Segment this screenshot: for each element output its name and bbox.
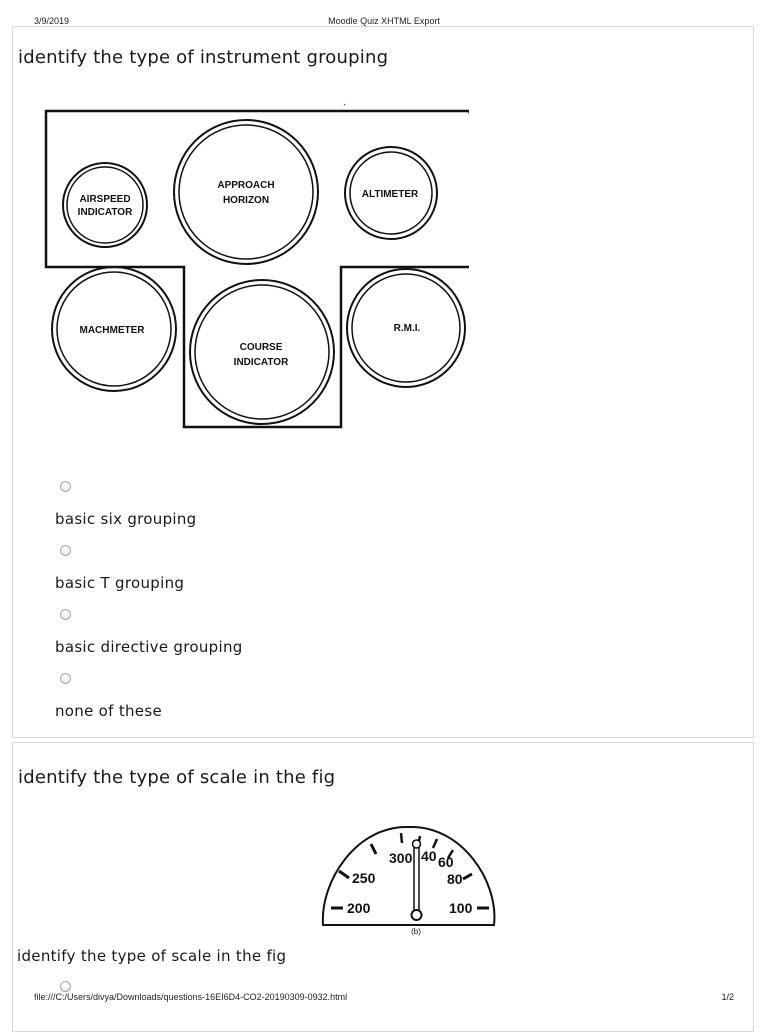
scale-label-250: 250 <box>352 870 376 886</box>
airspeed-label-2: INDICATOR <box>77 207 133 218</box>
scale-label-100: 100 <box>449 900 473 916</box>
option-radio-3[interactable] <box>60 609 71 620</box>
scale-caption: (b) <box>411 927 421 936</box>
option-label-3: basic directive grouping <box>55 638 243 656</box>
machmeter-gauge <box>52 267 176 391</box>
scale-diagram <box>317 821 501 939</box>
instrument-grouping-diagram <box>29 97 469 433</box>
scale-label-40: 40 <box>421 848 437 864</box>
option-radio-2[interactable] <box>60 545 71 556</box>
rmi-gauge <box>347 269 465 387</box>
option-label-2: basic T grouping <box>55 574 185 592</box>
print-footer <box>0 992 768 1006</box>
scale-label-60: 60 <box>438 854 454 870</box>
question-card-2 <box>12 742 754 1032</box>
option-label-4: none of these <box>55 702 162 720</box>
altimeter-label: ALTIMETER <box>361 189 419 200</box>
approach-label-2: HORIZON <box>222 195 270 206</box>
course-label-1: COURSE <box>239 342 283 353</box>
rmi-label: R.M.I. <box>393 323 421 334</box>
question-title: identify the type of scale in the fig <box>18 767 336 788</box>
altimeter-gauge <box>345 147 437 239</box>
print-file-path: file:///C:/Users/divya/Downloads/questions-16EI6D4-CO2-20190309-0932.html <box>34 992 348 1002</box>
airspeed-gauge <box>63 163 147 247</box>
question-body-text: identify the type of scale in the fig <box>17 947 287 965</box>
approach-horizon-gauge <box>174 120 318 264</box>
option-radio-1[interactable] <box>60 981 71 992</box>
course-indicator-gauge <box>190 280 334 424</box>
course-label-2: INDICATOR <box>233 357 289 368</box>
option-radio-1[interactable] <box>60 481 71 492</box>
print-title: Moodle Quiz XHTML Export <box>328 16 440 26</box>
scale-label-200: 200 <box>347 900 371 916</box>
question-title: identify the type of instrument grouping <box>18 47 389 68</box>
airspeed-label-1: AIRSPEED <box>79 194 131 205</box>
question-card-1 <box>12 26 754 738</box>
scale-label-80: 80 <box>447 871 463 887</box>
dial-needle <box>414 841 419 915</box>
scale-label-300: 300 <box>389 850 413 866</box>
print-page-number: 1/2 <box>721 992 734 1002</box>
approach-label-1: APPROACH <box>217 180 275 191</box>
print-date: 3/9/2019 <box>34 16 70 26</box>
machmeter-label: MACHMETER <box>79 325 145 336</box>
option-label-1: basic six grouping <box>55 510 197 528</box>
option-radio-4[interactable] <box>60 673 71 684</box>
